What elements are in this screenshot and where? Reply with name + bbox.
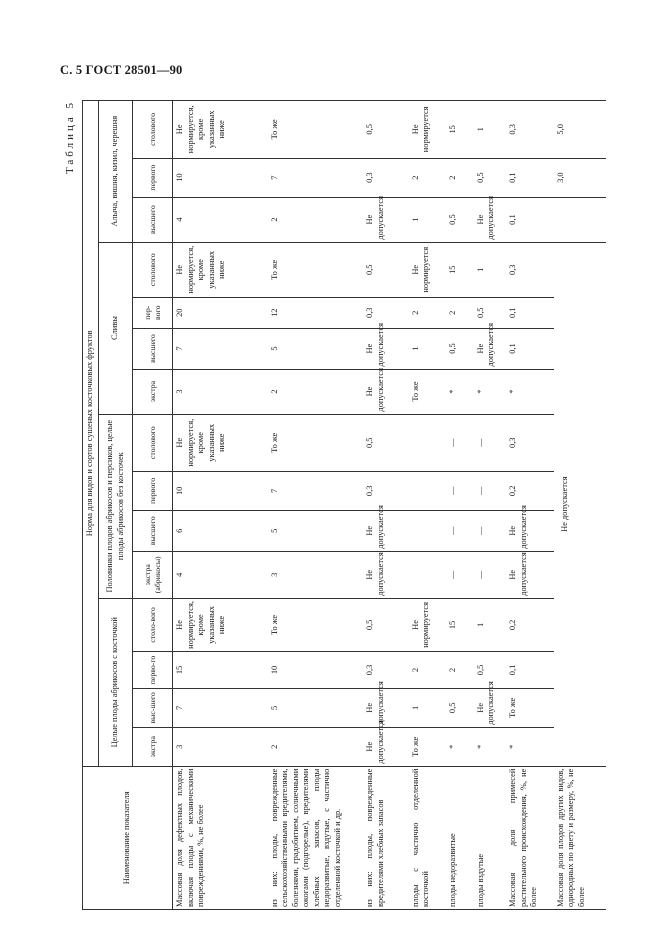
cell-value: 7: [268, 471, 363, 510]
cell-value: 0,1: [506, 297, 554, 328]
cell-value: *: [506, 369, 554, 414]
table-row: [474, 101, 507, 910]
cell-value: [409, 551, 446, 598]
cell-value: Не допускается: [363, 510, 409, 551]
cell-value: 3: [173, 727, 268, 766]
cell-value: —: [474, 414, 507, 471]
cell-value: То же: [409, 727, 446, 766]
cell-value: Не допускается: [506, 551, 554, 598]
cell-value: Не нормируется, кроме указанных ниже: [173, 101, 268, 159]
cell-value: 0,2: [506, 598, 554, 651]
cell-value: 2: [409, 652, 446, 689]
cell-value: 0,5: [363, 242, 409, 297]
cell-value: 0,1: [506, 328, 554, 369]
cell-value: 0,3: [363, 297, 409, 328]
cell-value: 7: [268, 158, 363, 197]
g4-col-table: столового: [133, 101, 173, 159]
cell-value: 0,5: [446, 688, 474, 727]
cell-value: 4: [173, 551, 268, 598]
g3-col-high: высшего: [133, 328, 173, 369]
table-row: [363, 101, 409, 910]
cell-value: 10: [268, 652, 363, 689]
cell-value: 0,3: [363, 471, 409, 510]
cell-value: 3: [173, 369, 268, 414]
cell-value: 0,5: [474, 297, 507, 328]
cell-value: 0,5: [446, 197, 474, 242]
cell-value: Не нормируется, кроме указанных ниже: [173, 242, 268, 297]
cell-value: 6: [173, 510, 268, 551]
cell-value: *: [474, 727, 507, 766]
cell-value: 1: [474, 101, 507, 159]
cell-value: 0,3: [506, 242, 554, 297]
cell-value: —: [446, 471, 474, 510]
cell-value: [409, 471, 446, 510]
cell-value: 2: [268, 727, 363, 766]
cell-value: 0,5: [363, 101, 409, 159]
cell-value: Не допускается: [363, 197, 409, 242]
norms-table: [82, 100, 606, 910]
cell-value: —: [446, 551, 474, 598]
table-body: [173, 101, 607, 910]
cell-value: Не допускается: [474, 197, 507, 242]
cell-value: 5: [268, 510, 363, 551]
cell-value: 2: [446, 652, 474, 689]
cell-value: 7: [173, 328, 268, 369]
name-col-header: Наименование показателя: [83, 766, 173, 909]
cell-value: 10: [173, 158, 268, 197]
g1-col-first: перво-го: [133, 652, 173, 689]
cell-value: То же: [268, 598, 363, 651]
cell-value: 0,5: [474, 158, 507, 197]
g3-col-table: столового: [133, 242, 173, 297]
cell-value: 0,3: [363, 158, 409, 197]
cell-value: [409, 414, 446, 471]
cell-value: 2: [446, 158, 474, 197]
table-row: [409, 101, 446, 910]
group4-header: Алыча, вишня, кизил, черешня: [99, 101, 133, 243]
cell-value: 3: [268, 551, 363, 598]
cell-value: 0,1: [506, 197, 554, 242]
cell-value: 20: [173, 297, 268, 328]
cell-value: 15: [446, 242, 474, 297]
g2-col-high: высшего: [133, 510, 173, 551]
row-label: плоды вздутые: [474, 766, 507, 909]
cell-value: 15: [173, 652, 268, 689]
cell-value: 1: [409, 688, 446, 727]
cell-value: Не допускается: [363, 328, 409, 369]
cell-value: 2: [409, 297, 446, 328]
g1-col-extra: экстра: [133, 727, 173, 766]
row-label: из них: плоды, поврежденные сельскохозяйственными вредителями, болезнями, градобитием, солнечными ожогами (подгорелые), вредителями хлебных запасов, плоды недоразвитые, вздутые, с частично отделенной косточкой и др.: [268, 766, 363, 909]
table-row: [268, 101, 363, 910]
cell-value: Не допускается: [363, 688, 409, 727]
cell-value: *: [446, 369, 474, 414]
g2-col-extra: экстра (абрикосы): [133, 551, 173, 598]
norm-group-header: Норма для видов и сортов сушеных косточковых фруктов: [83, 101, 99, 767]
cell-value: 0,3: [506, 414, 554, 471]
cell-value: *: [506, 727, 554, 766]
cell-value: Не нормируется: [409, 242, 446, 297]
cell-value: Не допускается: [474, 688, 507, 727]
cell-value: 2: [409, 158, 446, 197]
row-label: плоды с частично отделенной косточкой: [409, 766, 446, 909]
cell-value: То же: [268, 242, 363, 297]
table-label: Таблица 5: [64, 100, 76, 175]
table-row: [173, 101, 268, 910]
cell-value: 0,5: [446, 328, 474, 369]
row-label: Массовая доля дефектных плодов, включая плоды с механическими повреждениями, %, не более: [173, 766, 268, 909]
cell-value: [554, 197, 606, 242]
cell-value: Не нормируется: [409, 101, 446, 159]
cell-value: 2: [268, 369, 363, 414]
row-label: Массовая доля плодов других видов, однородных по цвету и размеру, %, не более: [554, 766, 606, 909]
cell-value: Не допускается: [363, 551, 409, 598]
cell-value: Не нормируется: [409, 598, 446, 651]
page-header: С. 5 ГОСТ 28501—90: [60, 63, 183, 77]
g1-col-high: выс-шего: [133, 688, 173, 727]
table-row: [554, 101, 606, 910]
group2-header: Половинки плодов абрикосов и персиков, целые плоды абрикосов без косточек: [99, 414, 133, 598]
g1-col-table: столо-вого: [133, 598, 173, 651]
cell-value: 15: [446, 598, 474, 651]
cell-value: [409, 510, 446, 551]
cell-value: 1: [409, 197, 446, 242]
cell-value: 1: [409, 328, 446, 369]
cell-value: *: [474, 369, 507, 414]
table-row: [506, 101, 554, 910]
cell-value: —: [474, 551, 507, 598]
group3-header: Сливы: [99, 242, 133, 414]
g3-col-extra: экстра: [133, 369, 173, 414]
cell-value: 10: [173, 471, 268, 510]
table-row: [446, 101, 474, 910]
cell-value: —: [446, 414, 474, 471]
cell-value: Не допускается: [474, 328, 507, 369]
cell-value: То же: [506, 688, 554, 727]
cell-value: —: [474, 471, 507, 510]
row-label: плоды недоразвитые: [446, 766, 474, 909]
cell-value: 5,0: [554, 101, 606, 159]
cell-value: Не нормируется, кроме указанных ниже: [173, 598, 268, 651]
cell-value: То же: [409, 369, 446, 414]
cell-value: То же: [268, 414, 363, 471]
cell-value: 0,5: [474, 652, 507, 689]
cell-value: 0,3: [506, 101, 554, 159]
cell-value: Не допускается: [363, 369, 409, 414]
cell-value: Не допускается: [363, 727, 409, 766]
cell-value: 0,2: [506, 471, 554, 510]
cell-value: 0,1: [506, 652, 554, 689]
cell-value: 4: [173, 197, 268, 242]
cell-value: 5: [268, 688, 363, 727]
g2-col-table: столового: [133, 414, 173, 471]
cell-value: 0,5: [363, 598, 409, 651]
row-label: Массовая доля примесей растительного происхождения, %, не более: [506, 766, 554, 909]
cell-value: То же: [268, 101, 363, 159]
cell-value: —: [474, 510, 507, 551]
g2-col-first: первого: [133, 471, 173, 510]
cell-value: 5: [268, 328, 363, 369]
cell-value: 0,1: [506, 158, 554, 197]
cell-value: Не допускается: [506, 510, 554, 551]
not-allowed-span-cell: Не допускается: [554, 242, 606, 766]
rotated-table-area: [60, 100, 606, 910]
cell-value: 12: [268, 297, 363, 328]
cell-value: 2: [268, 197, 363, 242]
cell-value: 15: [446, 101, 474, 159]
cell-value: Не нормируется, кроме указанных ниже: [173, 414, 268, 471]
cell-value: 1: [474, 598, 507, 651]
cell-value: 3,0: [554, 158, 606, 197]
cell-value: 2: [446, 297, 474, 328]
g3-col-first: пер-вого: [133, 297, 173, 328]
cell-value: 7: [173, 688, 268, 727]
cell-value: *: [446, 727, 474, 766]
g4-col-high: высшего: [133, 197, 173, 242]
group1-header: Целые плоды абрикосов с косточкой: [99, 598, 133, 766]
cell-value: 0,5: [363, 414, 409, 471]
cell-value: 0,3: [363, 652, 409, 689]
cell-value: 1: [474, 242, 507, 297]
g4-col-first: первого: [133, 158, 173, 197]
row-label: из них: плоды, поврежденные вредителями хлебных запасов: [363, 766, 409, 909]
cell-value: —: [446, 510, 474, 551]
